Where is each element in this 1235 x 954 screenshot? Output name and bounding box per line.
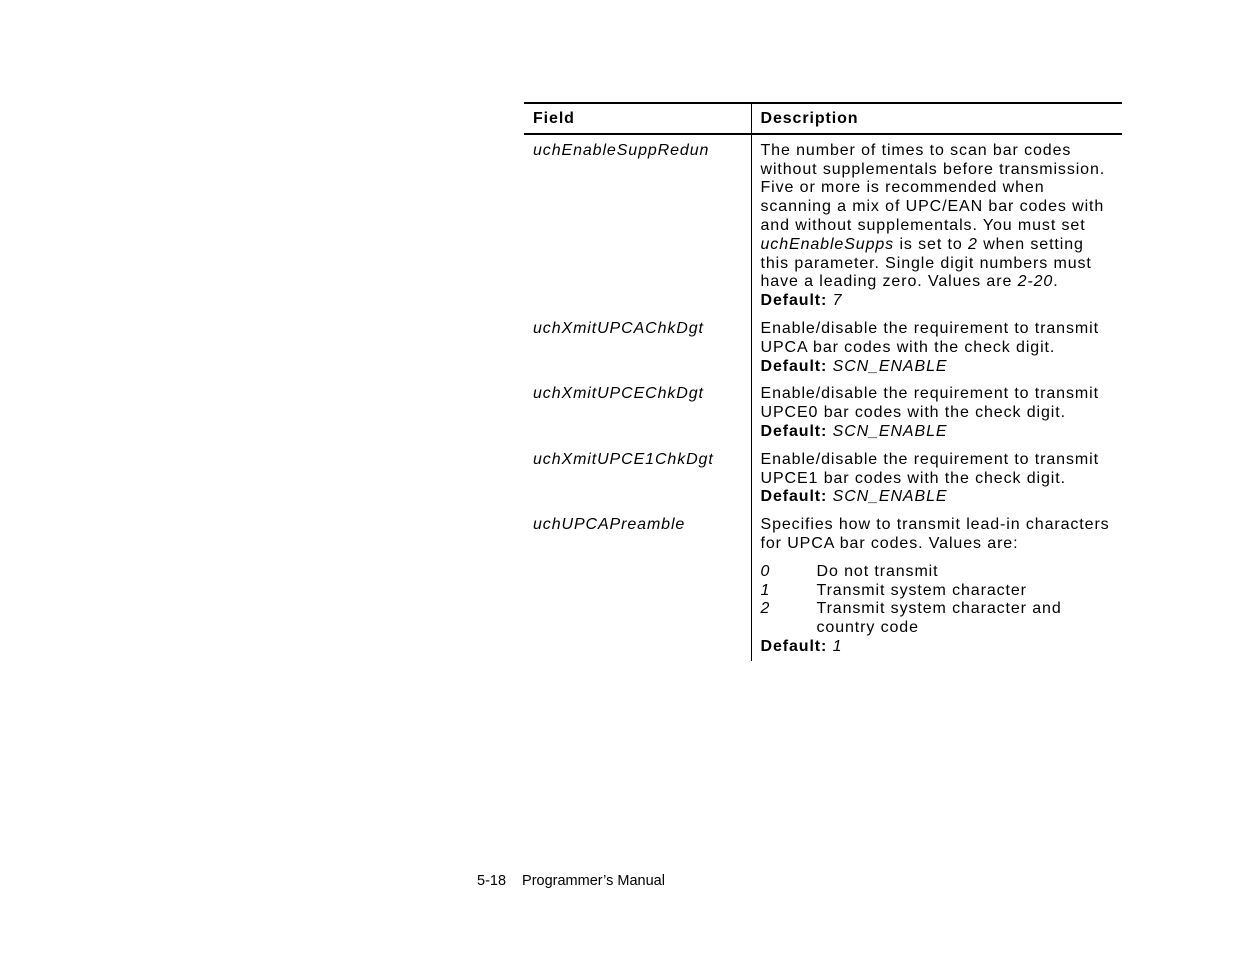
description-segment: . (1053, 273, 1059, 291)
field-cell (524, 385, 751, 450)
page-number: 5-18 (477, 873, 507, 889)
description-segment: is set to (894, 235, 969, 253)
description-cell (751, 134, 1122, 320)
description-segment: uchEnableSupps (760, 235, 895, 253)
default-line (761, 423, 1117, 442)
description-text: Enable/disable the requirement to transmit UPCE0 bar codes with the check digit. (760, 385, 1099, 422)
default-value: SCN_ENABLE (832, 357, 948, 375)
field-name: uchXmitUPCE1ChkDgt (533, 450, 714, 468)
default-label: Default: (760, 357, 828, 375)
table-row (524, 320, 1122, 385)
value-list-item (761, 563, 1117, 582)
description-text: Enable/disable the requirement to transmit UPCA bar codes with the check digit. (760, 319, 1099, 356)
field-cell (524, 516, 751, 661)
description-cell (751, 516, 1122, 661)
default-line (761, 292, 1117, 311)
description-cell (751, 385, 1122, 450)
manual-title: Programmer’s Manual (522, 873, 665, 889)
field-name: uchXmitUPCEChkDgt (533, 385, 704, 403)
description-cell (751, 451, 1122, 516)
default-value: 1 (832, 637, 843, 655)
default-line (761, 488, 1117, 507)
value-code: 1 (760, 581, 771, 599)
value-text: Transmit system character and country code (816, 600, 1062, 637)
field-name: uchEnableSuppRedun (533, 141, 710, 159)
description-segment: 2-20 (1017, 273, 1054, 291)
default-label: Default: (760, 292, 828, 310)
table-row (524, 134, 1122, 320)
value-list-item (761, 582, 1117, 601)
field-cell (524, 134, 751, 320)
value-list-item (761, 600, 1117, 638)
value-text: Transmit system character (816, 581, 1027, 599)
default-label: Default: (760, 488, 828, 506)
value-code: 2 (760, 600, 771, 618)
table-row (524, 385, 1122, 450)
description-text: Specifies how to transmit lead-in characters for UPCA bar codes. Values are: (760, 516, 1110, 552)
default-line (761, 358, 1117, 377)
description-segment: The number of times to scan bar codes without supplementals before transmission. Five or more is recommended when scanning a mix of UPC/EAN bar codes with and without supplementals. You must set (760, 141, 1106, 234)
table-row (524, 516, 1122, 661)
page-footer (477, 873, 665, 889)
value-code: 0 (760, 562, 771, 580)
table-row (524, 451, 1122, 516)
parameter-table (524, 102, 1122, 661)
default-line (761, 638, 1117, 657)
field-cell (524, 451, 751, 516)
default-label: Default: (760, 637, 828, 655)
value-list (761, 563, 1117, 638)
description-text: Enable/disable the requirement to transmit UPCE1 bar codes with the check digit. (760, 450, 1099, 487)
default-value: SCN_ENABLE (832, 488, 948, 506)
default-label: Default: (760, 422, 828, 440)
field-cell (524, 320, 751, 385)
table-header-row (524, 103, 1122, 134)
column-header-field: Field (524, 103, 751, 134)
default-value: 7 (832, 292, 843, 310)
description-segment: when setting this parameter. Single digit numbers must have a leading zero. Values are (760, 235, 1092, 291)
field-name: uchXmitUPCAChkDgt (533, 319, 704, 337)
description-cell (751, 320, 1122, 385)
value-text: Do not transmit (816, 562, 939, 580)
default-value: SCN_ENABLE (832, 422, 948, 440)
field-name: uchUPCAPreamble (533, 516, 686, 534)
column-header-description: Description (751, 103, 1122, 134)
description-text (761, 142, 1117, 292)
description-segment: 2 (968, 235, 978, 253)
